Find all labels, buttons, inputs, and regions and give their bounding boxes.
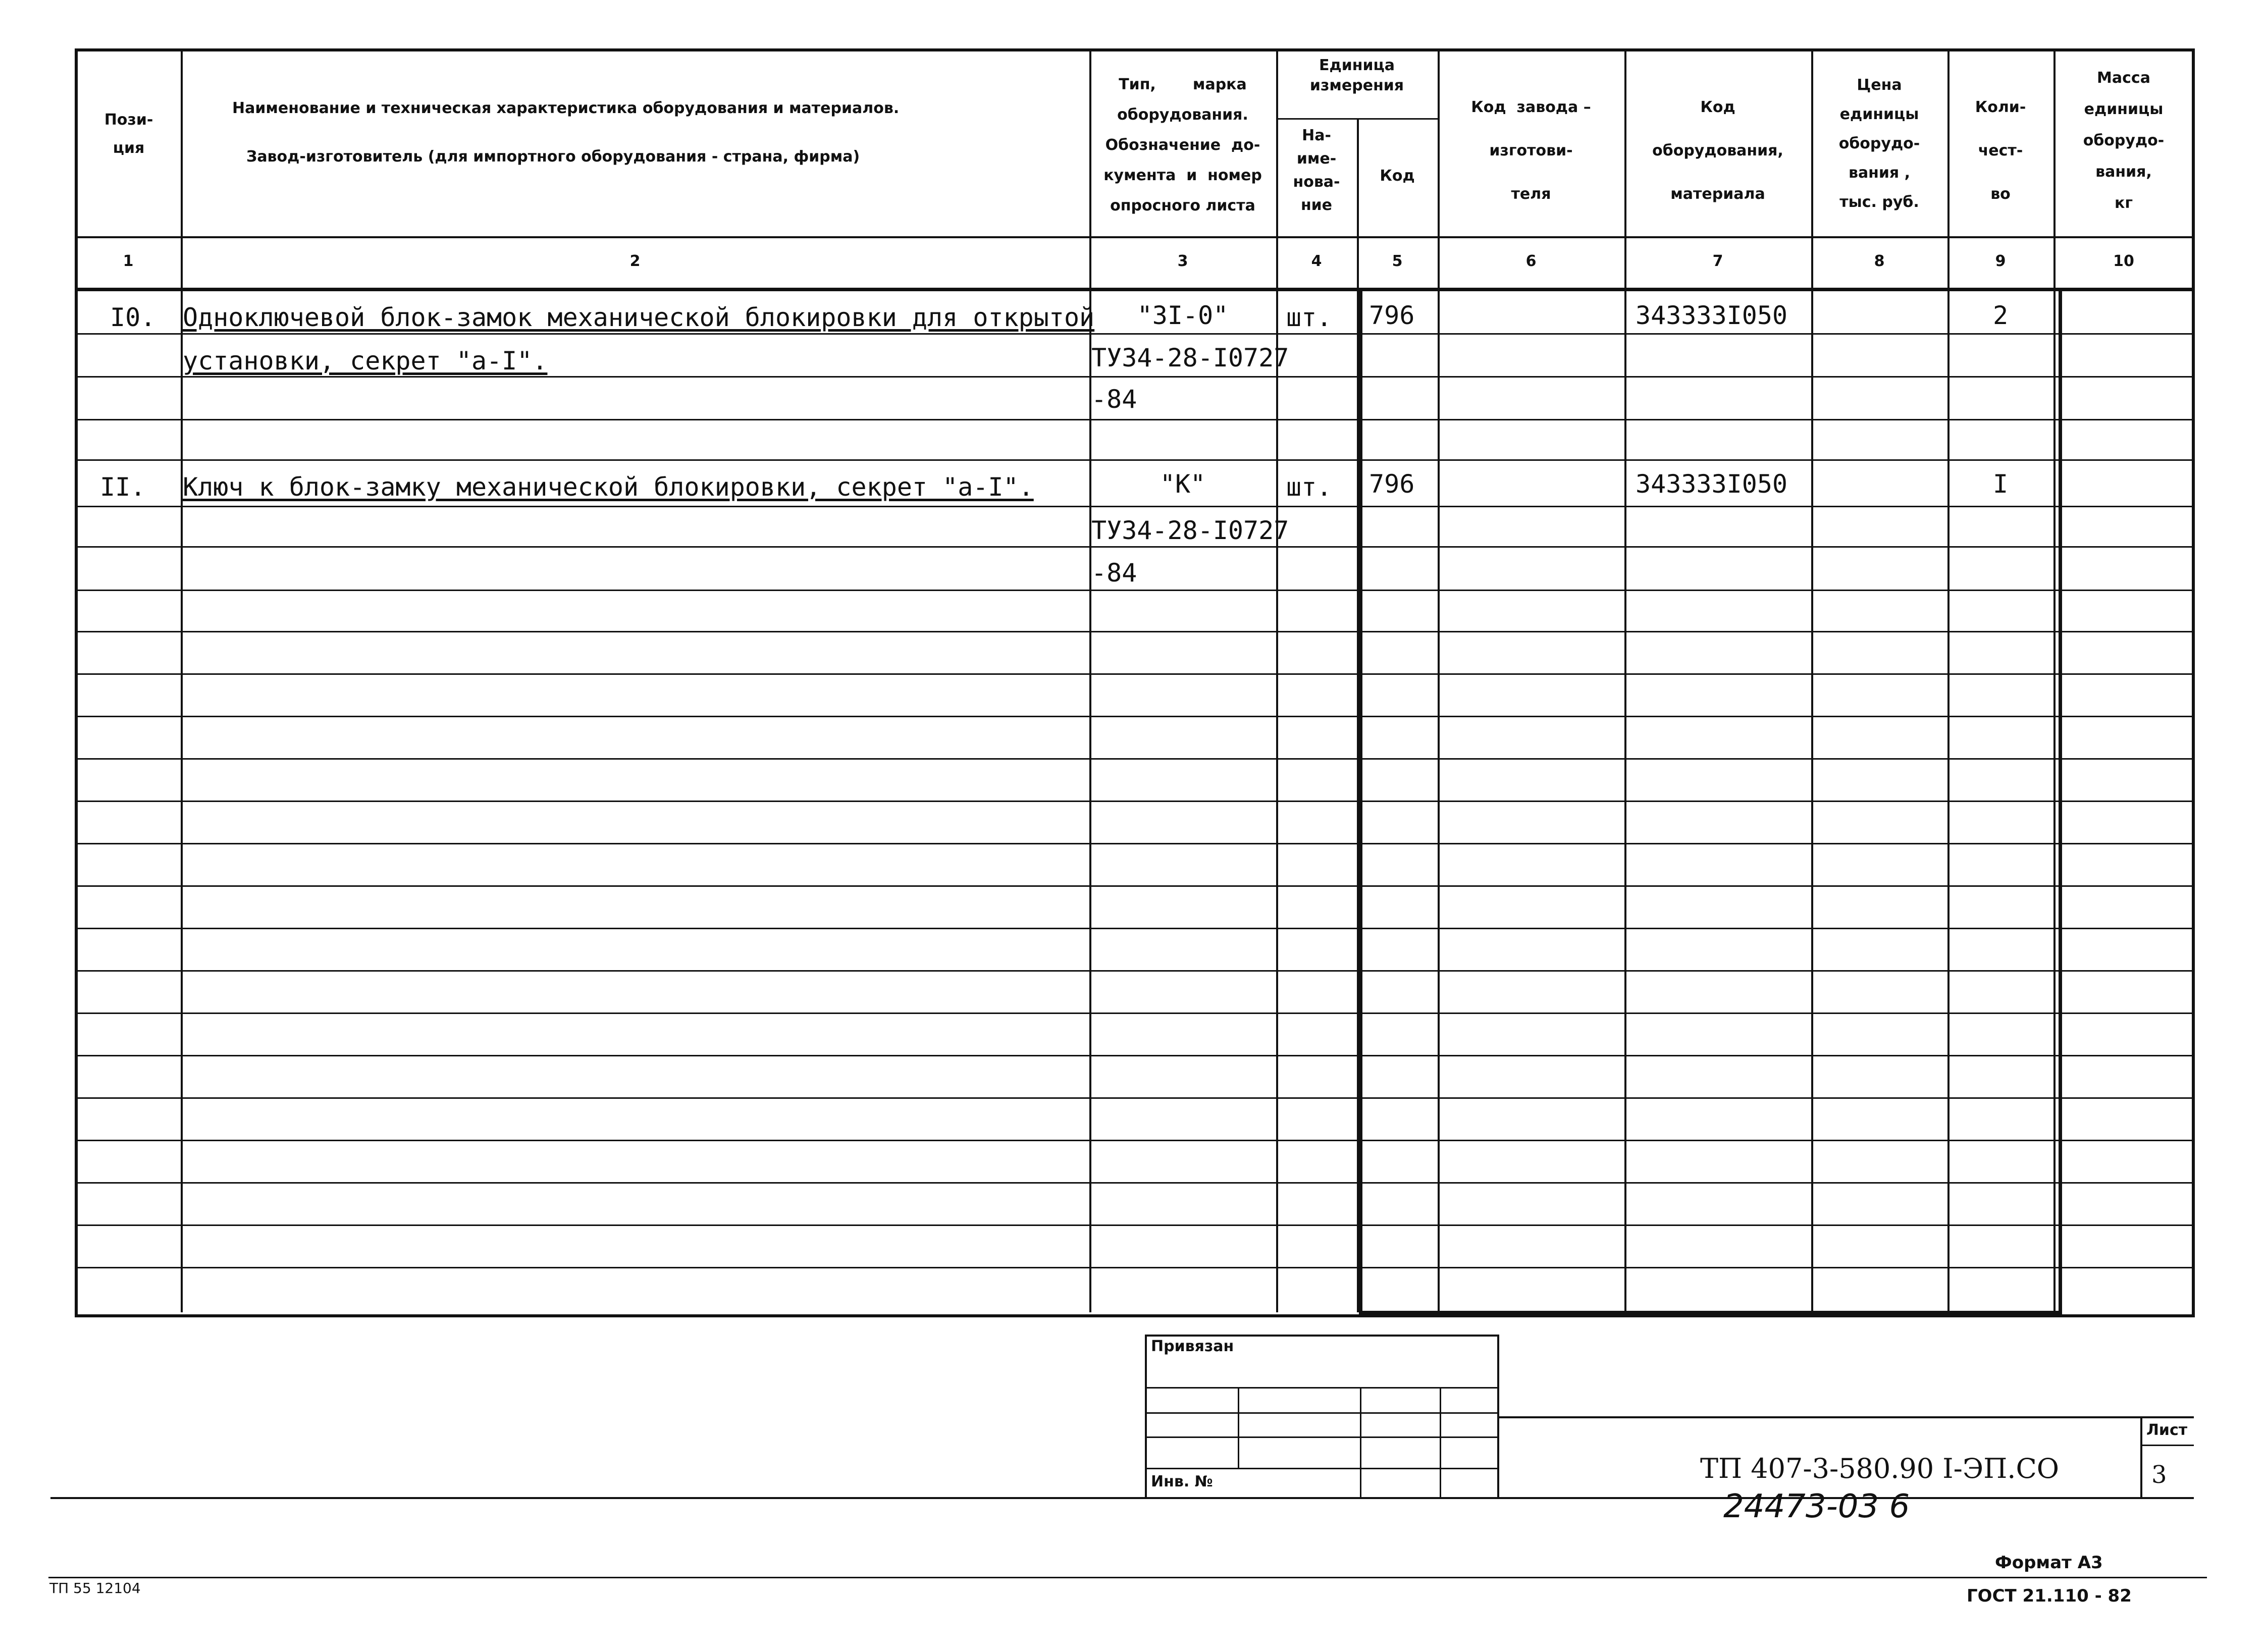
stamp-rule — [1146, 1436, 1498, 1438]
header-quantity: Коли- чест- во — [1975, 98, 2026, 203]
bold-divider — [1359, 290, 1362, 1315]
document-code: ТП 407-3-580.90 I-ЭП.СО — [1700, 1453, 2060, 1484]
table-row-rule — [76, 716, 2194, 717]
table-row-rule — [76, 459, 2194, 461]
header-name-line1: Наименование и техническая характеристика оборудования и материалов. — [232, 99, 900, 117]
bold-divider — [2059, 290, 2062, 1315]
row1-type-doc: ТУ34-28-I0727 — [1091, 343, 1289, 372]
inventory-number-label: Инв. № — [1151, 1473, 1213, 1490]
table-row-rule — [76, 419, 2194, 420]
table-row-rule — [76, 801, 2194, 802]
row2-type-doc: ТУ34-28-I0727 — [1091, 516, 1289, 545]
table-row-rule — [76, 506, 2194, 507]
row2-unit-code: 796 — [1369, 469, 1415, 499]
bold-bottom-rule — [1359, 1311, 2061, 1314]
row1-quantity: 2 — [1992, 301, 2009, 330]
col-number-1: 1 — [123, 252, 134, 270]
header-name-line2: Завод-изготовитель (для импортного оборудования - страна, фирма) — [246, 148, 860, 166]
sheet-box-rule — [2140, 1445, 2194, 1446]
stamp-rule — [1146, 1387, 1498, 1389]
table-row-rule — [76, 1267, 2194, 1268]
unit-group-rule — [1276, 118, 1438, 120]
table-row-rule — [76, 673, 2194, 675]
row2-position: II. — [100, 472, 146, 502]
col-divider — [1947, 50, 1950, 1312]
row1-equipment-code: 343333I050 — [1636, 301, 1788, 330]
header-unit-name: На- име- нова- ние — [1293, 127, 1340, 214]
col-divider — [2053, 50, 2056, 1312]
col-divider — [1089, 50, 1091, 1312]
sheet-label: Лист — [2146, 1421, 2188, 1439]
table-row-rule — [76, 1140, 2194, 1141]
table-row-rule — [76, 590, 2194, 591]
col-divider — [1624, 50, 1626, 1312]
row1-name-line1: Одноключевой блок-замок механической блокировки для открытой — [183, 303, 1095, 332]
row1-type-mark: "3I-0" — [1137, 301, 1229, 330]
header-unit-code: Код — [1380, 167, 1415, 185]
col-number-10: 10 — [2113, 252, 2134, 270]
table-row-rule — [76, 928, 2194, 929]
row2-type-mark: "К" — [1160, 469, 1206, 499]
row2-name-line1: Ключ к блок-замку механической блокировки, секрет "а-I". — [183, 472, 1034, 502]
header-unit-group: Единица измерения — [1309, 57, 1404, 94]
col-divider — [1438, 50, 1440, 1312]
row1-unit: шт. — [1286, 303, 1332, 332]
gost-label: ГОСТ 21.110 - 82 — [1967, 1586, 2132, 1606]
col-divider — [181, 50, 183, 1312]
header-manufacturer-code: Код завода – изготови- теля — [1471, 98, 1591, 203]
table-row-rule — [76, 1055, 2194, 1056]
table-row-rule — [76, 1182, 2194, 1184]
table-row-rule — [76, 1012, 2194, 1014]
table-row-rule — [76, 376, 2194, 378]
privyazan-label: Привязан — [1151, 1338, 1234, 1355]
col-number-5: 5 — [1392, 252, 1403, 270]
title-block-rule — [1499, 1416, 2194, 1418]
table-row-rule — [76, 843, 2194, 844]
row1-position: I0. — [110, 303, 156, 332]
sheet-number: 3 — [2151, 1461, 2167, 1489]
col-number-4: 4 — [1311, 252, 1322, 270]
table-row-rule — [76, 631, 2194, 632]
table-row-rule — [76, 333, 2194, 335]
table-row-rule — [76, 970, 2194, 972]
table-row-rule — [76, 1097, 2194, 1099]
handwritten-code: 24473-03 6 — [1723, 1488, 1910, 1525]
stamp-rule — [1146, 1412, 1498, 1414]
table-row-rule — [76, 758, 2194, 760]
table-row-rule — [76, 546, 2194, 548]
col-number-9: 9 — [1995, 252, 2006, 270]
col-divider — [1811, 50, 1813, 1312]
col-number-3: 3 — [1177, 252, 1188, 270]
header-type: Тип, марка оборудования. Обозначение до- кумента и номер опросного листа — [1103, 76, 1262, 215]
stamp-rule — [1146, 1468, 1498, 1469]
numbers-bottom-rule — [76, 288, 2194, 291]
col-divider — [1276, 50, 1278, 1312]
col-number-6: 6 — [1525, 252, 1537, 270]
stamp-divider — [1440, 1387, 1441, 1499]
footer-left-code: ТП 55 12104 — [49, 1580, 141, 1596]
sheet-box-divider — [2140, 1416, 2142, 1498]
header-price: Цена единицы оборудо- вания , тыс. руб. — [1838, 76, 1920, 211]
row2-quantity: I — [1992, 469, 2009, 499]
table-row-rule — [76, 885, 2194, 887]
row1-unit-code: 796 — [1369, 301, 1415, 330]
stamp-divider — [1238, 1387, 1239, 1468]
header-equipment-code: Код оборудования, материала — [1652, 98, 1783, 203]
row1-name-line2: установки, секрет "а-I". — [183, 346, 548, 376]
col-number-2: 2 — [629, 252, 641, 270]
table-row-rule — [76, 1224, 2194, 1226]
col-number-8: 8 — [1874, 252, 1885, 270]
format-label: Формат А3 — [1995, 1553, 2103, 1573]
stamp-divider — [1360, 1387, 1361, 1499]
header-position: Пози- ция — [104, 111, 153, 157]
row2-unit: шт. — [1286, 472, 1332, 502]
row2-equipment-code: 343333I050 — [1636, 469, 1788, 499]
col-number-7: 7 — [1712, 252, 1723, 270]
table-frame — [75, 48, 2195, 1317]
row1-type-doc-cont: -84 — [1091, 385, 1137, 414]
row2-type-doc-cont: -84 — [1091, 558, 1137, 588]
header-mass: Масса единицы оборудо- вания, кг — [2083, 69, 2165, 212]
header-bottom-rule — [76, 236, 2194, 238]
footer-rule — [48, 1577, 2207, 1578]
